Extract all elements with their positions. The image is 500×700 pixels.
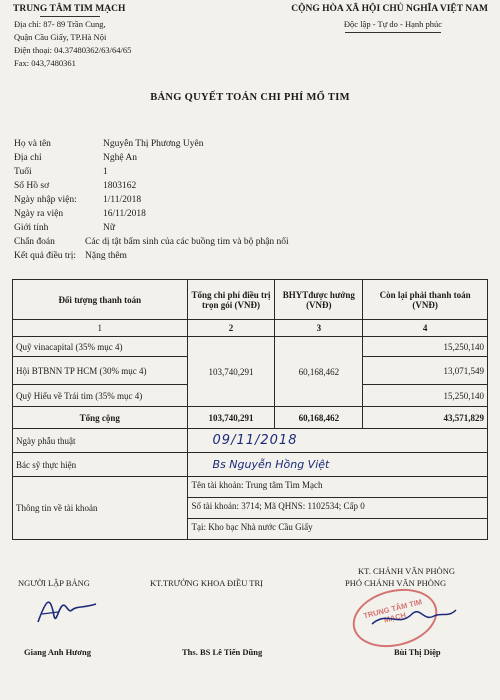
remaining-value: 13,071,549 [363,357,488,385]
info-label: Số Hồ sơ [14,181,50,191]
total-cost-sum: 103,740,291 [187,407,275,429]
remaining-value: 15,250,140 [363,337,488,357]
table-row [13,337,488,357]
info-label: Kết quả điều trị: [14,251,76,261]
patient-gender: Nữ [103,223,116,233]
preparer-title: NGƯỜI LẬP BẢNG [18,578,90,588]
office-chief-title: KT. CHÁNH VĂN PHÒNG [358,566,455,576]
surgery-date-label: Ngày phẫu thuật [13,429,188,453]
column-number-row [13,320,488,337]
admission-date: 1/11/2018 [103,195,142,205]
info-label: Tuổi [14,167,32,177]
address-line-1: Địa chỉ: 87- 89 Trần Cung, [14,19,106,29]
info-label: Địa chỉ [14,153,42,163]
settlement-table [12,279,488,540]
payer-name: Hội BTBNN TP HCM (30% mục 4) [13,357,188,385]
header-insurance: BHYTđược hưởng (VNĐ) [275,280,363,320]
dept-head-name: Ths. BS Lê Tiến Dũng [182,647,263,657]
account-name-line: Tên tài khoản: Trung tâm Tim Mạch [188,477,487,498]
total-cost-value: 103,740,291 [187,337,275,407]
patient-age: 1 [103,167,108,177]
header-payer: Đối tượng thanh toán [13,280,188,320]
stamp-text: TRUNG TÂM TIM MẠCH [362,597,423,625]
info-label: Giới tính [14,223,49,233]
account-bank-line: Tại: Kho bạc Nhà nước Cầu Giấy [191,522,313,532]
deputy-chief-title: PHÓ CHÁNH VĂN PHÒNG [345,578,447,588]
preparer-signature [32,592,102,628]
doctor-label: Bác sỹ thực hiện [13,453,188,477]
header-total-cost: Tổng chi phí điều trị trọn gói (VNĐ) [187,280,275,320]
document-title: BẢNG QUYẾT TOÁN CHI PHÍ MỔ TIM [150,92,350,103]
info-label: Chẩn đoán [14,237,55,247]
treatment-result: Nặng thêm [85,251,127,261]
dept-head-title: KT.TRƯỞNG KHOA ĐIỀU TRỊ [150,578,263,588]
remaining-sum: 43,571,829 [363,407,488,429]
account-label: Thông tin về tài khoản [13,477,188,540]
col-number: 2 [187,320,275,337]
discharge-date: 16/11/2018 [103,209,146,219]
hospital-name: TRUNG TÂM TIM MẠCH [13,4,126,14]
total-row [13,407,488,429]
hospital-name-underline [40,16,100,17]
patient-name: Nguyễn Thị Phương Uyên [103,139,204,149]
national-motto: Độc lập - Tự do - Hạnh phúc [343,19,443,29]
col-number: 4 [363,320,488,337]
account-row [13,477,488,540]
col-number: 1 [13,320,188,337]
header-remaining: Còn lại phải thanh toán (VNĐ) [363,280,488,320]
insurance-sum: 60,168,462 [275,407,363,429]
doctor-cell [187,453,487,477]
remaining-value: 15,250,140 [363,385,488,407]
col-number: 3 [275,320,363,337]
doctor-row [13,453,488,477]
address-line-2: Quận Cầu Giấy, TP.Hà Nội [14,32,107,42]
doctor-handwritten: Bs Nguyễn Hồng Việt [212,458,330,471]
payer-name: Quỹ Hiểu về Trái tim (35% mục 4) [13,385,188,407]
info-label: Ngày ra viện [14,209,64,219]
fax-number: Fax: 043,7480361 [14,58,76,68]
patient-address: Nghệ An [103,153,138,163]
chief-signature [368,600,458,634]
account-number-line: Số tài khoản: 3714; Mã QHNS: 1102534; Cấp 0 [188,498,487,519]
patient-record-number: 1803162 [103,181,137,191]
republic-heading: CỘNG HÒA XÃ HỘI CHỦ NGHĨA VIỆT NAM [291,4,488,14]
account-cell [187,477,487,540]
table-header-row [13,280,488,320]
diagnosis: Các dị tật bẩm sinh của các buồng tim và bộ phận nối [85,237,289,247]
preparer-name: Giang Anh Hương [24,647,91,657]
surgery-date-row [13,429,488,453]
motto-underline [345,32,441,33]
info-label: Ngày nhập viện: [14,195,77,205]
total-label: Tổng cộng [13,407,188,429]
surgery-date-cell [187,429,487,453]
payer-name: Quỹ vinacapital (35% mục 4) [13,337,188,357]
chief-name: Bùi Thị Diệp [394,647,441,657]
info-label: Họ và tên [14,139,51,149]
surgery-date-handwritten: 09/11/2018 [212,433,298,448]
phone-number: Điện thoại: 04.37480362/63/64/65 [14,45,132,55]
insurance-value: 60,168,462 [275,337,363,407]
